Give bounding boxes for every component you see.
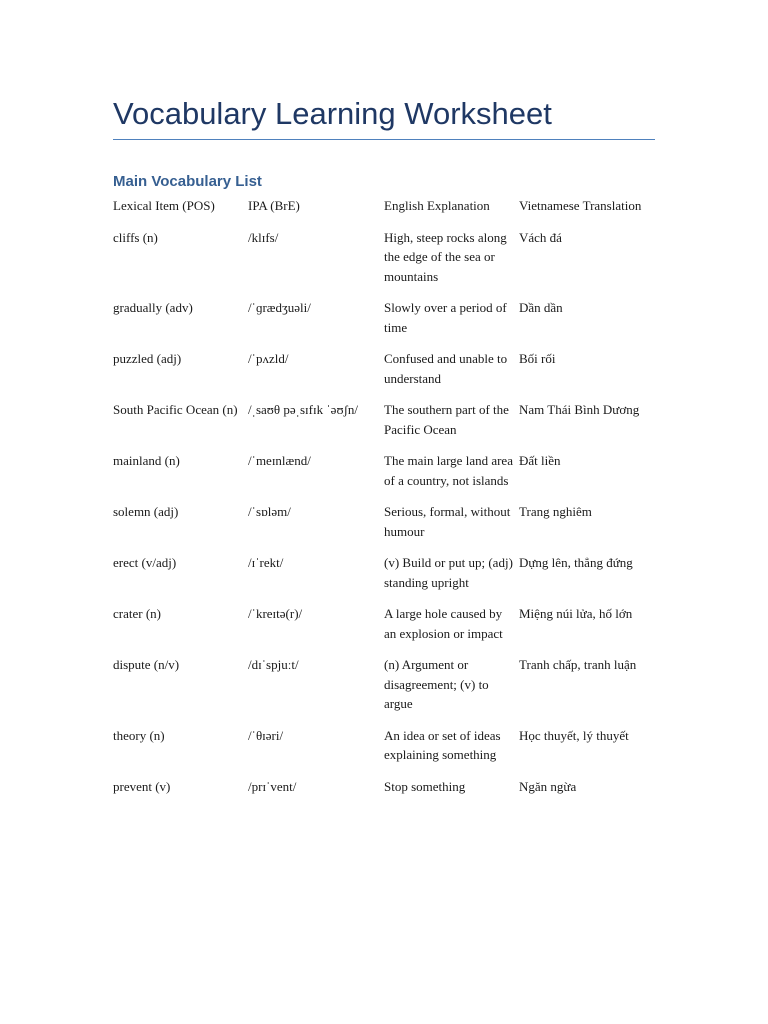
table-row xyxy=(113,349,655,400)
column-header: Lexical Item (POS) xyxy=(113,198,215,213)
table-cell: /ˈkreɪtə(r)/ xyxy=(248,606,303,621)
table-cell: crater (n) xyxy=(113,606,161,621)
table-cell: erect (v/adj) xyxy=(113,555,177,570)
table-cell: solemn (adj) xyxy=(113,504,179,519)
table-cell: Bối rối xyxy=(519,351,556,366)
table-cell: The southern part of the Pacific Ocean xyxy=(384,402,509,437)
table-cell: /ˈɡrædʒuəli/ xyxy=(248,300,311,315)
table-row xyxy=(113,553,655,604)
table-cell: (n) Argument or disagreement; (v) to argue xyxy=(384,657,489,711)
table-cell: /ˈsɒləm/ xyxy=(248,504,291,519)
table-cell: gradually (adv) xyxy=(113,300,193,315)
table-row xyxy=(113,400,655,451)
table-cell: /ˈθɪəri/ xyxy=(248,727,284,743)
table-cell: Stop something xyxy=(384,778,466,794)
table-cell: cliffs (n) xyxy=(113,229,158,245)
table-cell: /ˈmeɪnlænd/ xyxy=(248,453,311,468)
table-row xyxy=(113,655,655,726)
table-cell: The main large land area of a country, not islands xyxy=(384,453,513,488)
column-header: English Explanation xyxy=(384,198,490,213)
table-cell: /ɪˈrekt/ xyxy=(248,555,284,570)
page-title: Vocabulary Learning Worksheet xyxy=(113,96,552,131)
table-cell: Trang nghiêm xyxy=(519,504,592,519)
table-cell: Dựng lên, thẳng đứng xyxy=(519,555,633,570)
table-cell: puzzled (adj) xyxy=(113,351,182,366)
table-cell: Confused and unable to understand xyxy=(384,351,508,386)
table-cell: A large hole caused by an explosion or impact xyxy=(384,606,503,641)
vocabulary-table xyxy=(113,196,655,808)
table-cell: dispute (n/v) xyxy=(113,657,180,672)
table-cell: /prɪˈvent/ xyxy=(248,778,297,794)
table-cell: South Pacific Ocean (n) xyxy=(113,402,238,417)
table-cell: /ˈpʌzld/ xyxy=(248,351,289,366)
table-cell: /klɪfs/ xyxy=(248,229,279,245)
table-row xyxy=(113,451,655,502)
table-cell: (v) Build or put up; (adj) standing upright xyxy=(384,555,513,590)
table-cell: Tranh chấp, tranh luận xyxy=(519,657,637,672)
table-cell: /ˌsaʊθ pəˌsɪfɪk ˈəʊʃn/ xyxy=(248,402,359,417)
column-header: IPA (BrE) xyxy=(248,198,300,213)
table-cell: Đất liền xyxy=(519,453,561,468)
table-cell: mainland (n) xyxy=(113,453,180,468)
table-cell: Ngăn ngừa xyxy=(519,778,577,794)
table-row xyxy=(113,298,655,349)
table-cell: High, steep rocks along the edge of the sea or mountains xyxy=(384,229,507,284)
table-cell: Dần dần xyxy=(519,300,563,315)
table-cell: Serious, formal, without humour xyxy=(384,504,511,539)
table-cell: Slowly over a period of time xyxy=(384,300,507,335)
table-row xyxy=(113,502,655,553)
table-row xyxy=(113,777,655,809)
table-row xyxy=(113,726,655,777)
table-cell: An idea or set of ideas explaining something xyxy=(384,727,501,762)
table-cell: theory (n) xyxy=(113,727,165,743)
section-heading: Main Vocabulary List xyxy=(113,173,262,190)
table-cell: Miệng núi lửa, hố lớn xyxy=(519,606,633,621)
table-header-row xyxy=(113,196,655,228)
table-cell: prevent (v) xyxy=(113,778,171,794)
table-cell: Học thuyết, lý thuyết xyxy=(519,727,629,743)
table-row xyxy=(113,228,655,299)
title-divider xyxy=(113,139,655,140)
table-cell: /dɪˈspjuːt/ xyxy=(248,657,299,672)
column-header: Vietnamese Translation xyxy=(519,198,642,213)
table-row xyxy=(113,604,655,655)
table-cell: Nam Thái Bình Dương xyxy=(519,402,640,417)
table-cell: Vách đá xyxy=(519,229,562,245)
